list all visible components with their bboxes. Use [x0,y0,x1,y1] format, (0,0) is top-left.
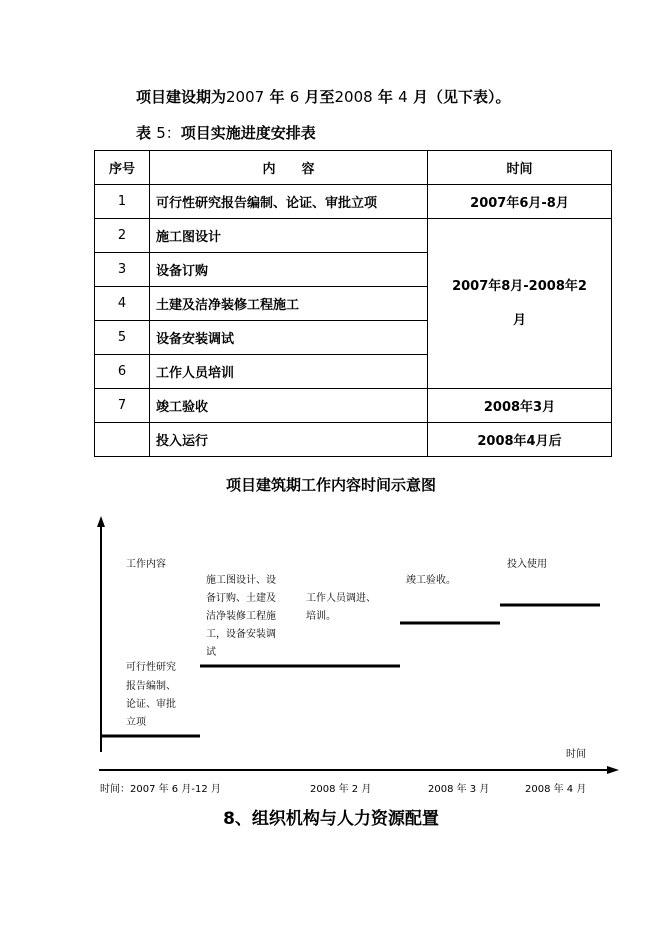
phase3-label-line: 工作人员调进、 [306,593,376,604]
phase1-label-line: 可行性研究 [126,662,176,673]
phase2-label-line: 备订购、土建及 [206,593,276,604]
phase3-label-line: 培训。 [306,611,336,622]
merged-time-line1: 2007年8月-2008年2 [452,278,587,294]
row-no: 4 [95,287,150,321]
row-no: 6 [95,355,150,389]
y-axis-label: 工作内容 [126,559,166,570]
phase5-label: 投入使用 [507,559,547,570]
x-tick-label: 2008 年 3 月 [428,784,490,795]
x-axis-label: 时间 [566,749,586,760]
row-content: 施工图设计 [150,219,428,253]
row-content: 可行性研究报告编制、论证、审批立项 [150,185,428,219]
row-content: 投入运行 [150,423,428,457]
row-content: 土建及洁净装修工程施工 [150,287,428,321]
row-no: 5 [95,321,150,355]
row-time: 2007年6月-8月 [428,185,612,219]
row-content: 设备安装调试 [150,321,428,355]
header-no: 序号 [95,151,150,185]
row-no: 3 [95,253,150,287]
row-time: 2008年4月后 [428,423,612,457]
phase4-label: 竣工验收。 [406,575,456,586]
x-tick-label: 时间：2007 年 6 月-12 月 [100,784,221,795]
y-axis-arrow-icon [97,516,105,527]
x-tick-label: 2008 年 2 月 [310,784,372,795]
row-content: 竣工验收 [150,389,428,423]
header-time: 时间 [428,151,612,185]
phase2-label-line: 洁净装修工程施 [206,611,276,622]
row-content: 设备订购 [150,253,428,287]
merged-time-line2: 月 [512,312,526,328]
row-no: 2 [95,219,150,253]
row-no: 7 [95,389,150,423]
row-time: 2008年3月 [428,389,612,423]
x-tick-label: 2008 年 4 月 [525,784,587,795]
table-caption: 表 5：项目实施进度安排表 [136,124,316,142]
phase2-label-line: 工，设备安装调 [206,629,276,640]
phase1-label-line: 论证、审批 [126,699,176,710]
header-content: 内 容 [150,151,428,185]
x-axis-arrow-icon [607,766,619,774]
row-no: 1 [95,185,150,219]
diagram-title: 项目建筑期工作内容时间示意图 [225,476,436,494]
phase2-label-line: 施工图设计、设 [206,575,276,586]
phase1-label-line: 立项 [126,717,146,728]
row-content: 工作人员培训 [150,355,428,389]
section-heading: 8、组织机构与人力资源配置 [223,809,439,829]
phase2-label-line: 试 [206,647,216,658]
phase1-label-line: 报告编制、 [126,681,176,692]
intro-sentence: 项目建设期为2007 年 6 月至2008 年 4 月（见下表）。 [136,88,511,106]
